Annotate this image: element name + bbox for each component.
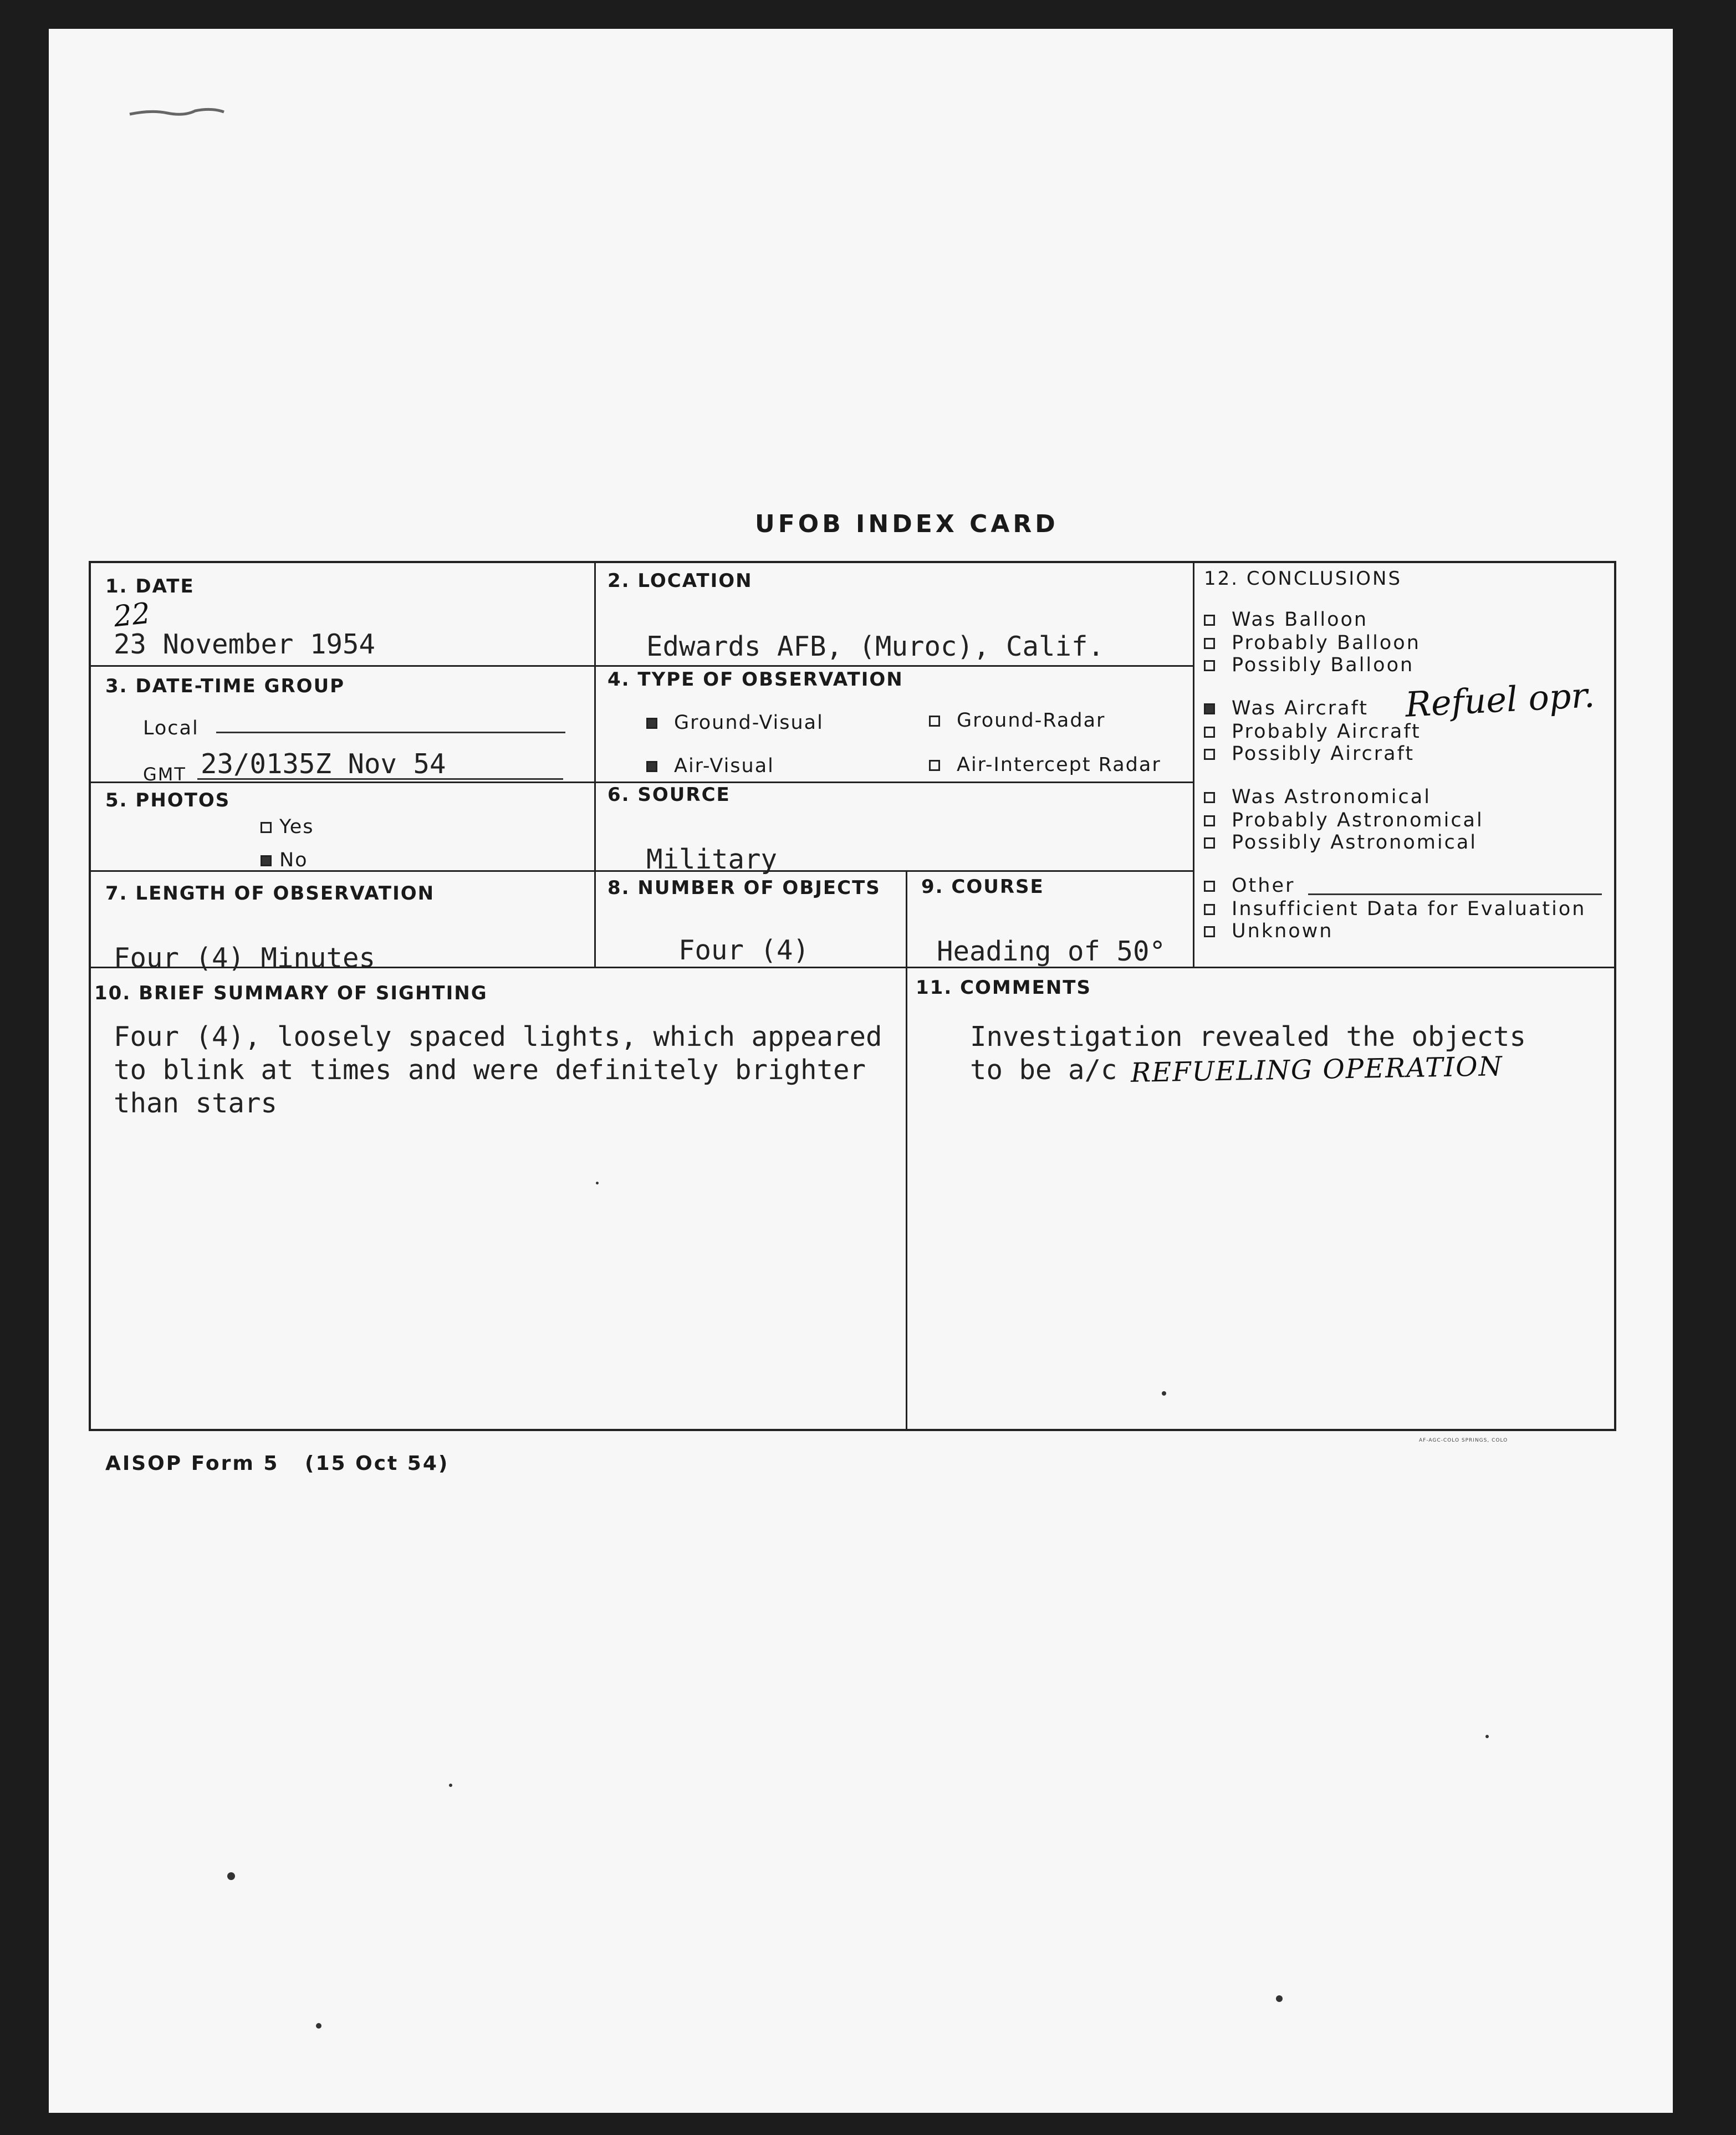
checkbox-icon[interactable]: [1204, 615, 1215, 626]
option-ground-radar[interactable]: Ground-Radar: [929, 709, 1105, 732]
checkbox-icon[interactable]: [1204, 727, 1215, 738]
summary-line-2: to blink at times and were definitely brighter: [114, 1054, 866, 1086]
date-value: 23 November 1954: [114, 629, 376, 660]
film-speck: [1162, 1391, 1166, 1396]
course-value: Heading of 50°: [937, 936, 1166, 967]
conclusion-probably-aircraft[interactable]: Probably Aircraft: [1204, 721, 1421, 743]
location-value: Edwards AFB, (Muroc), Calif.: [646, 631, 1105, 662]
conclusion-probably-astronomical[interactable]: Probably Astronomical: [1204, 809, 1484, 831]
comments-label: 11. COMMENTS: [916, 977, 1091, 999]
photos-option-no[interactable]: No: [261, 849, 308, 871]
checkbox-icon[interactable]: [1204, 749, 1215, 760]
date-hand-correction: 22: [112, 596, 152, 634]
conclusions-label: 12. CONCLUSIONS: [1204, 568, 1402, 590]
source-value: Military: [646, 844, 778, 875]
conclusion-was-astronomical[interactable]: Was Astronomical: [1204, 786, 1431, 808]
comments-line-1: Investigation revealed the objects: [970, 1021, 1526, 1053]
checkbox-checked-icon[interactable]: [1204, 703, 1215, 714]
objects-value: Four (4): [678, 934, 810, 966]
checkbox-icon[interactable]: [1204, 837, 1215, 849]
card-title: UFOB INDEX CARD: [755, 510, 1059, 538]
divider: [91, 870, 1193, 872]
checkbox-icon[interactable]: [1204, 792, 1215, 803]
photos-option-yes[interactable]: Yes: [261, 816, 314, 838]
checkbox-icon[interactable]: [1204, 881, 1215, 892]
checkbox-checked-icon[interactable]: [646, 761, 657, 772]
dtg-label: 3. DATE-TIME GROUP: [105, 675, 345, 697]
summary-line-3: than stars: [114, 1087, 278, 1119]
conclusion-unknown[interactable]: Unknown: [1204, 920, 1333, 942]
checkbox-icon[interactable]: [929, 760, 940, 771]
divider: [1193, 563, 1194, 967]
conclusion-possibly-aircraft[interactable]: Possibly Aircraft: [1204, 743, 1415, 765]
checkbox-icon[interactable]: [1204, 815, 1215, 826]
film-speck: [1485, 1735, 1489, 1738]
dtg-local-field[interactable]: [216, 732, 565, 733]
conclusion-hand-note: Refuel opr.: [1404, 675, 1596, 725]
length-label: 7. LENGTH OF OBSERVATION: [105, 882, 435, 905]
checkbox-icon[interactable]: [1204, 660, 1215, 671]
checkbox-icon[interactable]: [929, 716, 940, 727]
form-id: AISOP Form 5 (15 Oct 54): [105, 1452, 450, 1475]
dtg-gmt-label: GMT: [143, 764, 186, 785]
option-air-intercept-radar[interactable]: Air-Intercept Radar: [929, 754, 1161, 776]
source-label: 6. SOURCE: [607, 784, 731, 806]
film-speck: [316, 2023, 321, 2029]
printer-mark: AF-AGC-COLO SPRINGS, COLO: [1419, 1438, 1508, 1443]
divider: [91, 665, 1193, 667]
comments-hand-note: REFUELING OPERATION: [1130, 1051, 1504, 1089]
divider: [91, 782, 1193, 783]
dtg-gmt-value: 23/0135Z Nov 54: [201, 748, 446, 780]
film-speck: [227, 1872, 235, 1880]
course-label: 9. COURSE: [921, 876, 1044, 898]
observation-type-label: 4. TYPE OF OBSERVATION: [607, 668, 903, 691]
conclusion-was-balloon[interactable]: Was Balloon: [1204, 609, 1368, 631]
photos-label: 5. PHOTOS: [105, 789, 231, 811]
conclusion-insufficient-data[interactable]: Insufficient Data for Evaluation: [1204, 898, 1586, 920]
objects-label: 8. NUMBER OF OBJECTS: [607, 877, 881, 899]
dtg-local-label: Local: [143, 717, 199, 739]
location-label: 2. LOCATION: [607, 570, 753, 592]
conclusion-other[interactable]: Other: [1204, 875, 1295, 897]
checkbox-icon[interactable]: [1204, 926, 1215, 937]
checkbox-icon[interactable]: [1204, 904, 1215, 915]
checkbox-checked-icon[interactable]: [646, 718, 657, 729]
film-speck: [1276, 1995, 1283, 2002]
pencil-mark: [129, 104, 226, 121]
comments-line-2: to be a/c: [970, 1054, 1117, 1086]
film-speck: [596, 1182, 599, 1184]
conclusion-was-aircraft[interactable]: Was Aircraft: [1204, 697, 1369, 719]
conclusion-probably-balloon[interactable]: Probably Balloon: [1204, 632, 1421, 654]
checkbox-icon[interactable]: [1204, 638, 1215, 649]
conclusion-other-field[interactable]: [1308, 893, 1602, 895]
film-speck: [449, 1784, 452, 1787]
length-value: Four (4) Minutes: [114, 942, 376, 974]
conclusion-possibly-astronomical[interactable]: Possibly Astronomical: [1204, 831, 1477, 854]
divider: [594, 563, 596, 967]
date-label: 1. DATE: [105, 575, 195, 597]
option-air-visual[interactable]: Air-Visual: [646, 755, 774, 777]
checkbox-checked-icon[interactable]: [261, 855, 272, 866]
checkbox-icon[interactable]: [261, 822, 272, 833]
summary-line-1: Four (4), loosely spaced lights, which appeared: [114, 1021, 882, 1053]
option-ground-visual[interactable]: Ground-Visual: [646, 712, 824, 734]
divider: [906, 870, 907, 1429]
summary-label: 10. BRIEF SUMMARY OF SIGHTING: [94, 982, 488, 1004]
conclusion-possibly-balloon[interactable]: Possibly Balloon: [1204, 654, 1414, 676]
